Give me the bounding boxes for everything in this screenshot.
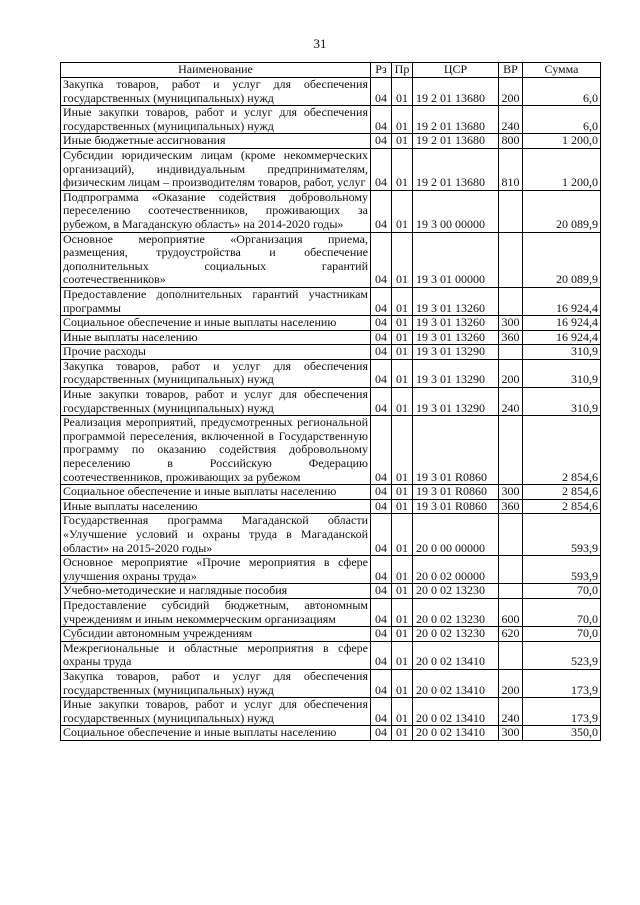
row-name: Иные закупки товаров, работ и услуг для обеспечения государственных (муниципальных) нужд [61,388,371,416]
row-pr: 01 [392,584,413,599]
row-name: Закупка товаров, работ и услуг для обеспечения государственных (муниципальных) нужд [61,359,371,387]
row-name: Закупка товаров, работ и услуг для обеспечения государственных (муниципальных) нужд [61,669,371,697]
row-sum: 16 924,4 [523,316,601,331]
row-vr [499,232,523,287]
row-pr: 01 [392,627,413,642]
row-csr: 20 0 02 13230 [413,598,499,626]
row-name: Иные закупки товаров, работ и услуг для обеспечения государственных (муниципальных) нужд [61,106,371,134]
row-vr: 300 [499,485,523,500]
row-csr: 20 0 02 13410 [413,641,499,669]
row-vr [499,556,523,584]
header-pr: Пр [392,63,413,78]
row-rz: 04 [371,726,392,741]
row-csr: 20 0 02 13410 [413,698,499,726]
table-row [61,134,601,149]
row-csr: 19 2 01 13680 [413,106,499,134]
table-header-row [61,63,601,78]
row-csr: 19 3 01 13260 [413,287,499,315]
table-row [61,106,601,134]
row-pr: 01 [392,598,413,626]
row-rz: 04 [371,330,392,345]
row-csr: 19 3 01 13260 [413,316,499,331]
row-csr: 19 3 00 00000 [413,190,499,232]
row-pr: 01 [392,287,413,315]
row-pr: 01 [392,106,413,134]
row-name: Предоставление субсидий бюджетным, автономным учреждениям и иным некоммерческим организациям [61,598,371,626]
row-sum: 70,0 [523,584,601,599]
row-csr: 19 3 01 R0860 [413,416,499,485]
row-vr [499,190,523,232]
row-csr: 19 3 01 13290 [413,388,499,416]
row-sum: 523,9 [523,641,601,669]
row-rz: 04 [371,78,392,106]
table-row [61,514,601,556]
table-row [61,641,601,669]
table-row [61,416,601,485]
row-vr [499,345,523,360]
table-row [61,345,601,360]
row-pr: 01 [392,416,413,485]
row-vr: 620 [499,627,523,642]
row-csr: 20 0 02 00000 [413,556,499,584]
row-csr: 20 0 02 13410 [413,726,499,741]
row-rz: 04 [371,485,392,500]
row-rz: 04 [371,641,392,669]
row-sum: 16 924,4 [523,287,601,315]
row-csr: 20 0 00 00000 [413,514,499,556]
row-name: Иные выплаты населению [61,330,371,345]
row-sum: 16 924,4 [523,330,601,345]
row-rz: 04 [371,134,392,149]
row-sum: 593,9 [523,556,601,584]
row-vr: 240 [499,388,523,416]
row-name: Субсидии юридическим лицам (кроме некоммерческих организаций), индивидуальным предпринимателям, физическим лицам – производителям товаров, работ, услуг [61,148,371,190]
row-name: Субсидии автономным учреждениям [61,627,371,642]
row-vr [499,416,523,485]
row-rz: 04 [371,345,392,360]
row-pr: 01 [392,641,413,669]
row-sum: 6,0 [523,106,601,134]
row-csr: 19 2 01 13680 [413,78,499,106]
row-name: Основное мероприятие «Прочие мероприятия в сфере улучшения охраны труда» [61,556,371,584]
table-row [61,78,601,106]
row-vr: 800 [499,134,523,149]
row-csr: 19 3 01 R0860 [413,499,499,514]
row-sum: 1 200,0 [523,134,601,149]
table-row [61,148,601,190]
row-sum: 350,0 [523,726,601,741]
header-csr: ЦСР [413,63,499,78]
row-rz: 04 [371,232,392,287]
row-csr: 19 3 01 13260 [413,330,499,345]
row-pr: 01 [392,514,413,556]
row-rz: 04 [371,669,392,697]
row-name: Межрегиональные и областные мероприятия в сфере охраны труда [61,641,371,669]
row-vr: 200 [499,669,523,697]
row-sum: 70,0 [523,598,601,626]
page-number: 31 [313,36,327,51]
row-rz: 04 [371,514,392,556]
row-vr [499,287,523,315]
row-name: Учебно-методические и наглядные пособия [61,584,371,599]
table-row [61,627,601,642]
row-csr: 19 2 01 13680 [413,134,499,149]
row-sum: 2 854,6 [523,499,601,514]
row-vr: 200 [499,78,523,106]
row-rz: 04 [371,598,392,626]
row-name: Прочие расходы [61,345,371,360]
table-row [61,598,601,626]
table-row [61,698,601,726]
row-pr: 01 [392,232,413,287]
table-row [61,669,601,697]
row-sum: 310,9 [523,388,601,416]
row-csr: 19 3 01 13290 [413,359,499,387]
row-sum: 173,9 [523,698,601,726]
header-rz: Рз [371,63,392,78]
row-sum: 70,0 [523,627,601,642]
row-sum: 2 854,6 [523,416,601,485]
row-sum: 20 089,9 [523,190,601,232]
row-vr [499,514,523,556]
row-csr: 19 3 01 00000 [413,232,499,287]
row-name: Иные выплаты населению [61,499,371,514]
row-sum: 593,9 [523,514,601,556]
row-pr: 01 [392,359,413,387]
row-pr: 01 [392,556,413,584]
row-name: Закупка товаров, работ и услуг для обеспечения государственных (муниципальных) нужд [61,78,371,106]
row-rz: 04 [371,698,392,726]
row-name: Социальное обеспечение и иные выплаты населению [61,485,371,500]
table-row [61,190,601,232]
row-vr: 300 [499,726,523,741]
row-vr: 810 [499,148,523,190]
table-row [61,359,601,387]
row-name: Подпрограмма «Оказание содействия добровольному переселению соотечественников, проживающих за рубежом, в Магаданскую область» на 2014-2020 годы» [61,190,371,232]
row-pr: 01 [392,316,413,331]
table-row [61,316,601,331]
table-row [61,499,601,514]
row-rz: 04 [371,584,392,599]
row-rz: 04 [371,556,392,584]
row-name: Иные бюджетные ассигнования [61,134,371,149]
header-name: Наименование [61,63,371,78]
table-row [61,556,601,584]
row-csr: 19 3 01 R0860 [413,485,499,500]
row-rz: 04 [371,287,392,315]
row-csr: 20 0 02 13230 [413,584,499,599]
row-sum: 20 089,9 [523,232,601,287]
header-sum: Сумма [523,63,601,78]
table-row [61,232,601,287]
row-pr: 01 [392,499,413,514]
row-rz: 04 [371,190,392,232]
row-sum: 6,0 [523,78,601,106]
row-vr: 360 [499,330,523,345]
row-rz: 04 [371,359,392,387]
row-pr: 01 [392,78,413,106]
row-vr [499,641,523,669]
row-sum: 310,9 [523,345,601,360]
row-rz: 04 [371,106,392,134]
row-name: Основное мероприятие «Организация приема, размещения, трудоустройства и обеспечение дополнительных социальных гарантий соотечественников» [61,232,371,287]
row-pr: 01 [392,330,413,345]
table-row [61,330,601,345]
row-vr [499,584,523,599]
row-pr: 01 [392,345,413,360]
row-pr: 01 [392,669,413,697]
row-pr: 01 [392,485,413,500]
row-rz: 04 [371,499,392,514]
row-rz: 04 [371,388,392,416]
row-pr: 01 [392,148,413,190]
row-sum: 310,9 [523,359,601,387]
row-vr: 200 [499,359,523,387]
row-pr: 01 [392,388,413,416]
row-name: Государственная программа Магаданской области «Улучшение условий и охраны труда в Магаданской области» на 2015-2020 годы» [61,514,371,556]
row-name: Социальное обеспечение и иные выплаты населению [61,316,371,331]
budget-table [60,62,601,741]
row-rz: 04 [371,627,392,642]
row-csr: 19 2 01 13680 [413,148,499,190]
header-vr: ВР [499,63,523,78]
row-csr: 19 3 01 13290 [413,345,499,360]
row-rz: 04 [371,416,392,485]
row-csr: 20 0 02 13410 [413,669,499,697]
row-vr: 600 [499,598,523,626]
row-name: Реализация мероприятий, предусмотренных региональной программой переселения, включенной в Государственную программу по оказанию содействия добровольному переселению в Российскую Федерацию соотечественников, проживающих за рубежом [61,416,371,485]
row-pr: 01 [392,190,413,232]
row-rz: 04 [371,148,392,190]
table-row [61,584,601,599]
row-vr: 240 [499,698,523,726]
row-vr: 240 [499,106,523,134]
row-vr: 300 [499,316,523,331]
table-row [61,726,601,741]
row-rz: 04 [371,316,392,331]
row-sum: 2 854,6 [523,485,601,500]
table-row [61,485,601,500]
row-vr: 360 [499,499,523,514]
row-name: Иные закупки товаров, работ и услуг для обеспечения государственных (муниципальных) нужд [61,698,371,726]
table-row [61,287,601,315]
table-body [61,78,601,741]
row-pr: 01 [392,726,413,741]
row-pr: 01 [392,698,413,726]
table-row [61,388,601,416]
row-sum: 173,9 [523,669,601,697]
row-sum: 1 200,0 [523,148,601,190]
row-name: Предоставление дополнительных гарантий участникам программы [61,287,371,315]
row-name: Социальное обеспечение и иные выплаты населению [61,726,371,741]
row-pr: 01 [392,134,413,149]
row-csr: 20 0 02 13230 [413,627,499,642]
